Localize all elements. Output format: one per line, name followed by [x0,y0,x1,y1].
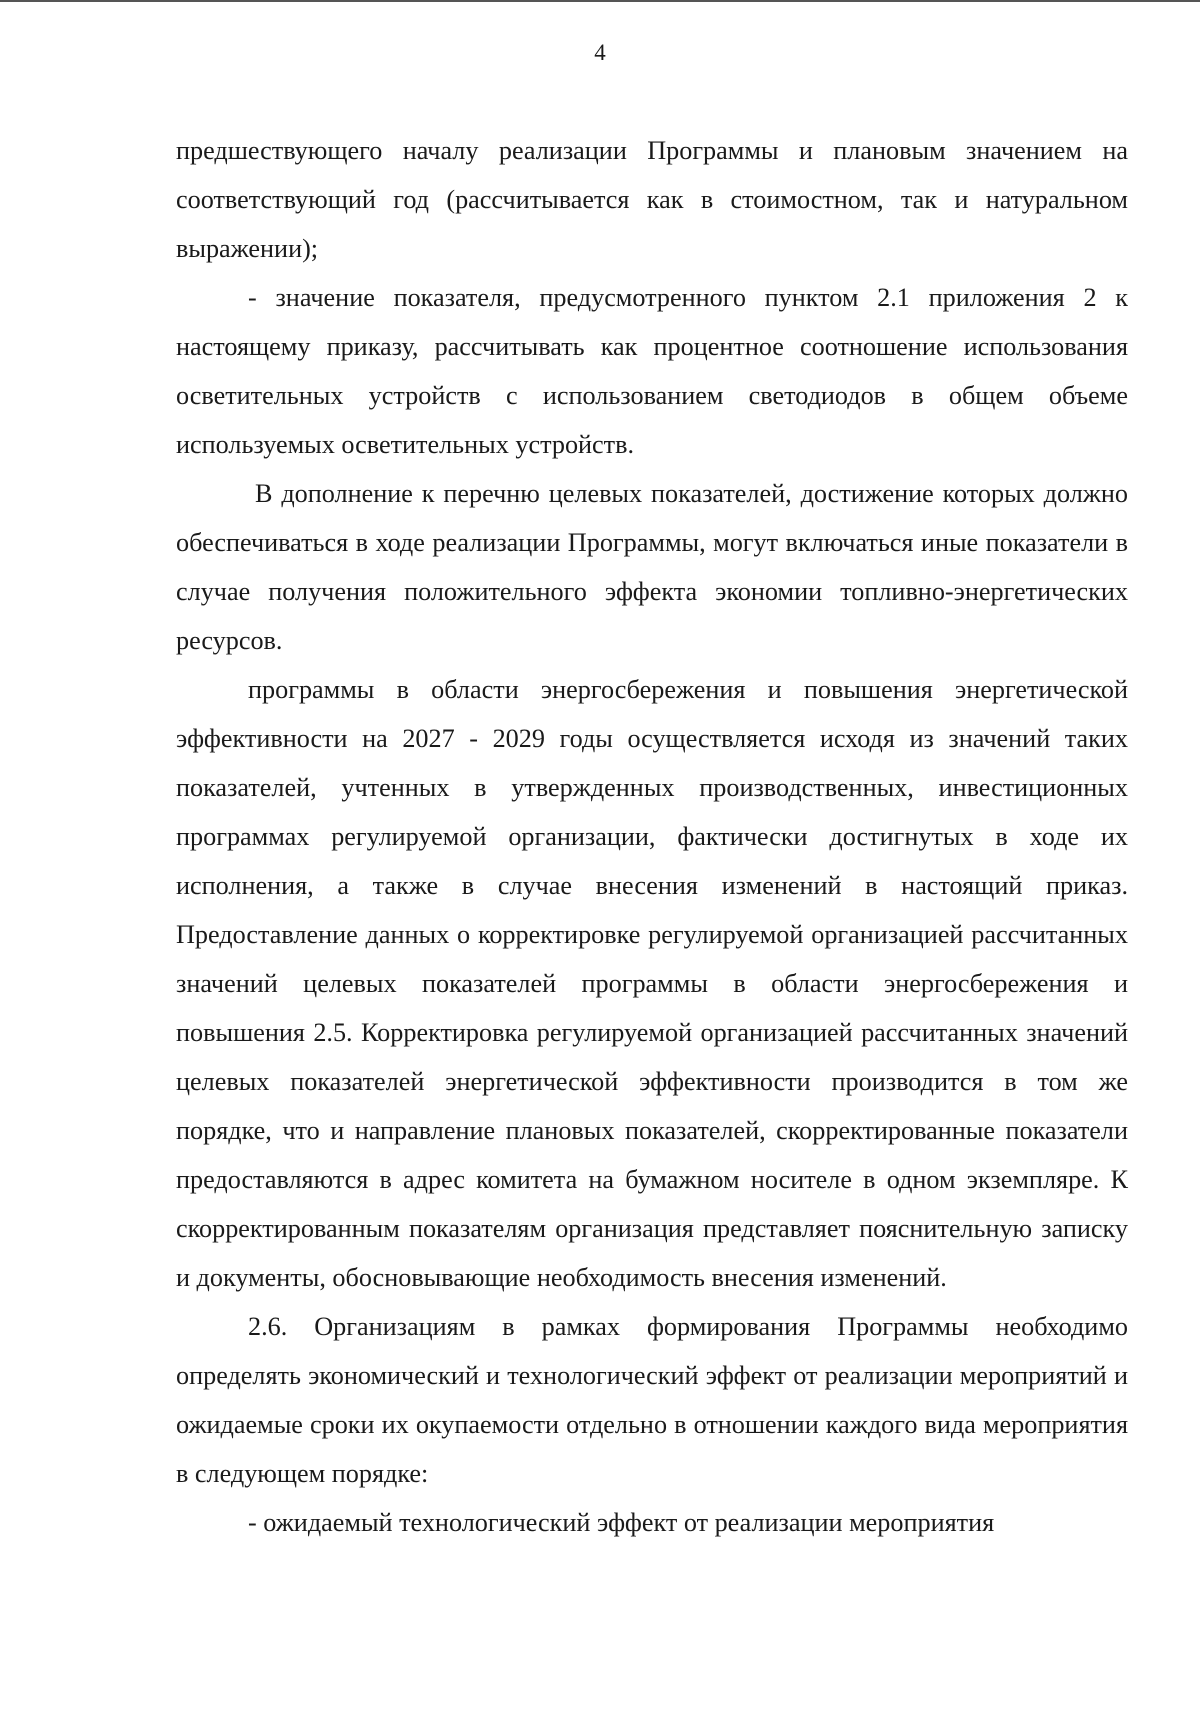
page-number: 4 [594,40,606,65]
paragraph-additional-indicators: В дополнение к перечню целевых показателей, достижение которых должно обеспечиваться в ходе реализации Программы, могут включаться иные показатели в случае получения положительного эффекта экономии топливно-энергетических ресурсов. [176,479,1128,655]
document-body [176,126,1128,1547]
top-border-line [0,0,1200,2]
paragraph-expected-effect: - ожидаемый технологический эффект от реализации мероприятия [248,1508,995,1537]
paragraph-program-2027-2029: программы в области энергосбережения и повышения энергетической эффективности на 2027 - 2029 годы осуществляется исходя из значений таких показателей, учтенных в утвержденных производственных, инвестиционных программах регулируемой организации, фактически достигнутых в ходе их исполнения, а также в случае внесения изменений в настоящий приказ. Предоставление данных о корректировке регулируемой организацией рассчитанных значений целевых показателей программы в области энергосбережения и повышения 2.5. Корректировка регулируемой организацией рассчитанных значений целевых показателей энергетической эффективности производится в том же порядке, что и направление плановых показателей, скорректированные показатели предоставляются в адрес комитета на бумажном носителе в одном экземпляре. К скорректированным показателям организация представляет пояснительную записку и документы, обосновывающие необходимость внесения изменений. [176,675,1128,1292]
paragraph-continuation: предшествующего началу реализации Программы и плановым значением на соответствующий год (рассчитывается как в стоимостном, так и натуральном выражении); [176,136,1128,263]
paragraph-2-6: 2.6. Организациям в рамках формирования Программы необходимо определять экономический и технологический эффект от реализации мероприятий и ожидаемые сроки их окупаемости отдельно в отношении каждого вида мероприятия в следующем порядке: [176,1312,1128,1488]
paragraph-indicator-2-1: - значение показателя, предусмотренного пунктом 2.1 приложения 2 к настоящему приказу, рассчитывать как процентное соотношение использования осветительных устройств с использованием светодиодов в общем объеме используемых осветительных устройств. [176,283,1128,459]
